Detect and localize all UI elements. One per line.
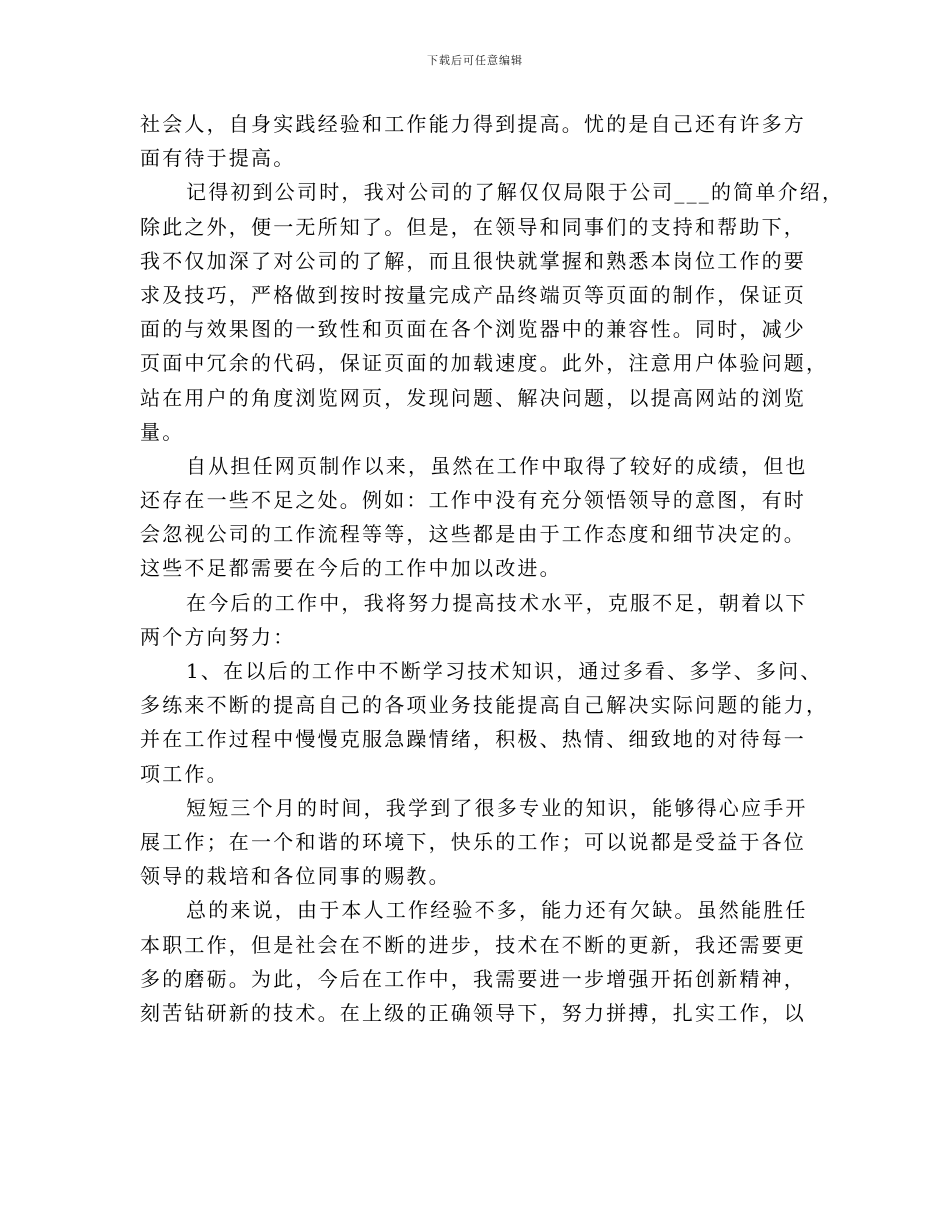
text-line: 领导的栽培和各位同事的赐教。 — [140, 864, 451, 889]
text-line: 这些不足都需要在今后的工作中加以改进。 — [140, 556, 562, 581]
page-header: 下载后可任意编辑 — [427, 54, 523, 67]
text-line: 求及技巧，严格做到按时按量完成产品终端页等页面的制作，保证页 — [140, 282, 806, 307]
text-line: 多的磨砺。为此，今后在工作中，我需要进一步增强开拓创新精神， — [140, 966, 806, 991]
text-line: 并在工作过程中慢慢克服急躁情绪，积极、热情、细致地的对待每一 — [140, 727, 806, 752]
text-line: 会忽视公司的工作流程等等，这些都是由于工作态度和细节决定的。 — [140, 522, 806, 547]
text-line: 站在用户的角度浏览网页，发现问题、解决问题，以提高网站的浏览 — [140, 385, 806, 410]
text-line: 项工作。 — [140, 761, 229, 786]
text-line: 1、在以后的工作中不断学习技术知识，通过多看、多学、多问、 — [186, 659, 823, 683]
text-line: 刻苦钻研新的技术。在上级的正确领导下，努力拼搏，扎实工作，以 — [140, 1000, 806, 1025]
text-line: 展工作；在一个和谐的环境下，快乐的工作；可以说都是受益于各位 — [140, 829, 806, 854]
document-body — [140, 107, 845, 1030]
text-line: 本职工作，但是社会在不断的进步，技术在不断的更新，我还需要更 — [140, 932, 806, 957]
text-line: 量。 — [140, 419, 185, 444]
text-line: 面的与效果图的一致性和页面在各个浏览器中的兼容性。同时，减少 — [140, 317, 806, 342]
text-line: 除此之外，便一无所知了。但是，在领导和同事们的支持和帮助下， — [140, 214, 806, 239]
text-line: 记得初到公司时，我对公司的了解仅仅局限于公司___的简单介绍， — [186, 180, 845, 205]
text-line: 自从担任网页制作以来，虽然在工作中取得了较好的成绩，但也 — [186, 453, 808, 478]
text-line: 总的来说，由于本人工作经验不多，能力还有欠缺。虽然能胜任 — [186, 898, 808, 923]
text-line: 社会人，自身实践经验和工作能力得到提高。忧的是自己还有许多方 — [140, 112, 806, 136]
text-line: 页面中冗余的代码，保证页面的加载速度。此外，注意用户体验问题， — [140, 351, 829, 376]
text-line: 我不仅加深了对公司的了解，而且很快就掌握和熟悉本岗位工作的要 — [140, 248, 806, 273]
text-line: 还存在一些不足之处。例如：工作中没有充分领悟领导的意图，有时 — [140, 488, 806, 513]
text-line: 面有待于提高。 — [140, 146, 296, 171]
text-line: 两个方向努力： — [140, 624, 296, 649]
text-line: 多练来不断的提高自己的各项业务技能提高自己解决实际问题的能力， — [140, 693, 829, 718]
text-line: 在今后的工作中，我将努力提高技术水平，克服不足，朝着以下 — [186, 590, 808, 615]
text-line: 短短三个月的时间，我学到了很多专业的知识，能够得心应手开 — [186, 795, 808, 820]
